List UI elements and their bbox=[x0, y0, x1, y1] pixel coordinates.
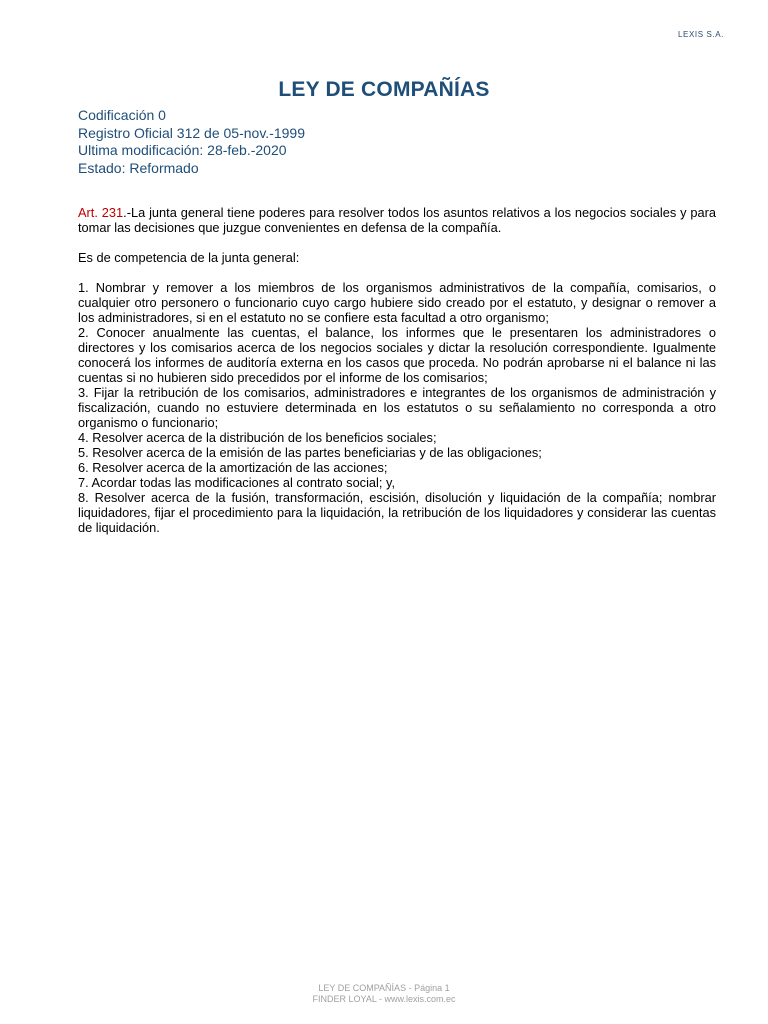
list-item: 7. Acordar todas las modificaciones al contrato social; y, bbox=[78, 475, 395, 490]
article-label: Art. 231 bbox=[78, 205, 124, 220]
meta-codification: Codificación 0 bbox=[78, 107, 166, 123]
footer-source-line: FINDER LOYAL - www.lexis.com.ec bbox=[312, 994, 456, 1004]
document-title: LEY DE COMPAÑÍAS bbox=[278, 78, 490, 101]
footer-page-line: LEY DE COMPAÑÍAS - Página 1 bbox=[318, 983, 450, 993]
paragraph-gap bbox=[78, 235, 716, 250]
list-item: 8. Resolver acerca de la fusión, transformación, escisión, disolución y liquidación de la compañía; nombrar liquidadores, fijar el procedimiento para la liquidación, la retribución de los liquidadores y considerar las cuentas de liquidación. bbox=[78, 490, 716, 535]
header-brand: LEXIS S.A. bbox=[677, 30, 724, 39]
list-item: 4. Resolver acerca de la distribución de los beneficios sociales; bbox=[78, 430, 437, 445]
paragraph-gap bbox=[78, 265, 716, 280]
list-item: 2. Conocer anualmente las cuentas, el balance, los informes que le presentaren los administradores o directores y los comisarios acerca de los negocios sociales y dictar la resolución correspondiente. Igualmente conocerá los informes de auditoría externa en los casos que proceda. No podrán aprobarse ni el balance ni las cuentas si no hubieren sido precedidos por el informe de los comisarios; bbox=[78, 325, 716, 385]
document-meta bbox=[78, 107, 305, 177]
list-item: 6. Resolver acerca de la amortización de las acciones; bbox=[78, 460, 388, 475]
meta-status: Estado: Reformado bbox=[78, 159, 199, 176]
article-intro-text: .-La junta general tiene poderes para resolver todos los asuntos relativos a los negocios sociales y para tomar las decisiones que juzgue convenientes en defensa de la compañía. bbox=[78, 205, 716, 235]
page-footer bbox=[0, 983, 768, 1005]
list-item: 3. Fijar la retribución de los comisarios, administradores e integrantes de los organismos de administración y fiscalización, cuando no estuviere determinada en los estatutos o su señalamiento no corresponda a otro organismo o funcionario; bbox=[78, 385, 716, 430]
meta-registry: Registro Oficial 312 de 05-nov.-1999 bbox=[78, 124, 305, 141]
list-item: 5. Resolver acerca de la emisión de las partes beneficiarias y de las obligaciones; bbox=[78, 445, 542, 460]
article-body bbox=[78, 205, 716, 535]
list-item: 1. Nombrar y remover a los miembros de los organismos administrativos de la compañía, comisarios, o cualquier otro personero o funcionario cuyo cargo hubiere sido creado por el estatuto, y designar o remover a los administradores, si en el estatuto no se confiere esta facultad a otro organismo; bbox=[78, 280, 716, 325]
meta-last-modified: Ultima modificación: 28-feb.-2020 bbox=[78, 142, 287, 158]
competence-heading: Es de competencia de la junta general: bbox=[78, 250, 300, 265]
article-intro-paragraph bbox=[78, 205, 716, 235]
